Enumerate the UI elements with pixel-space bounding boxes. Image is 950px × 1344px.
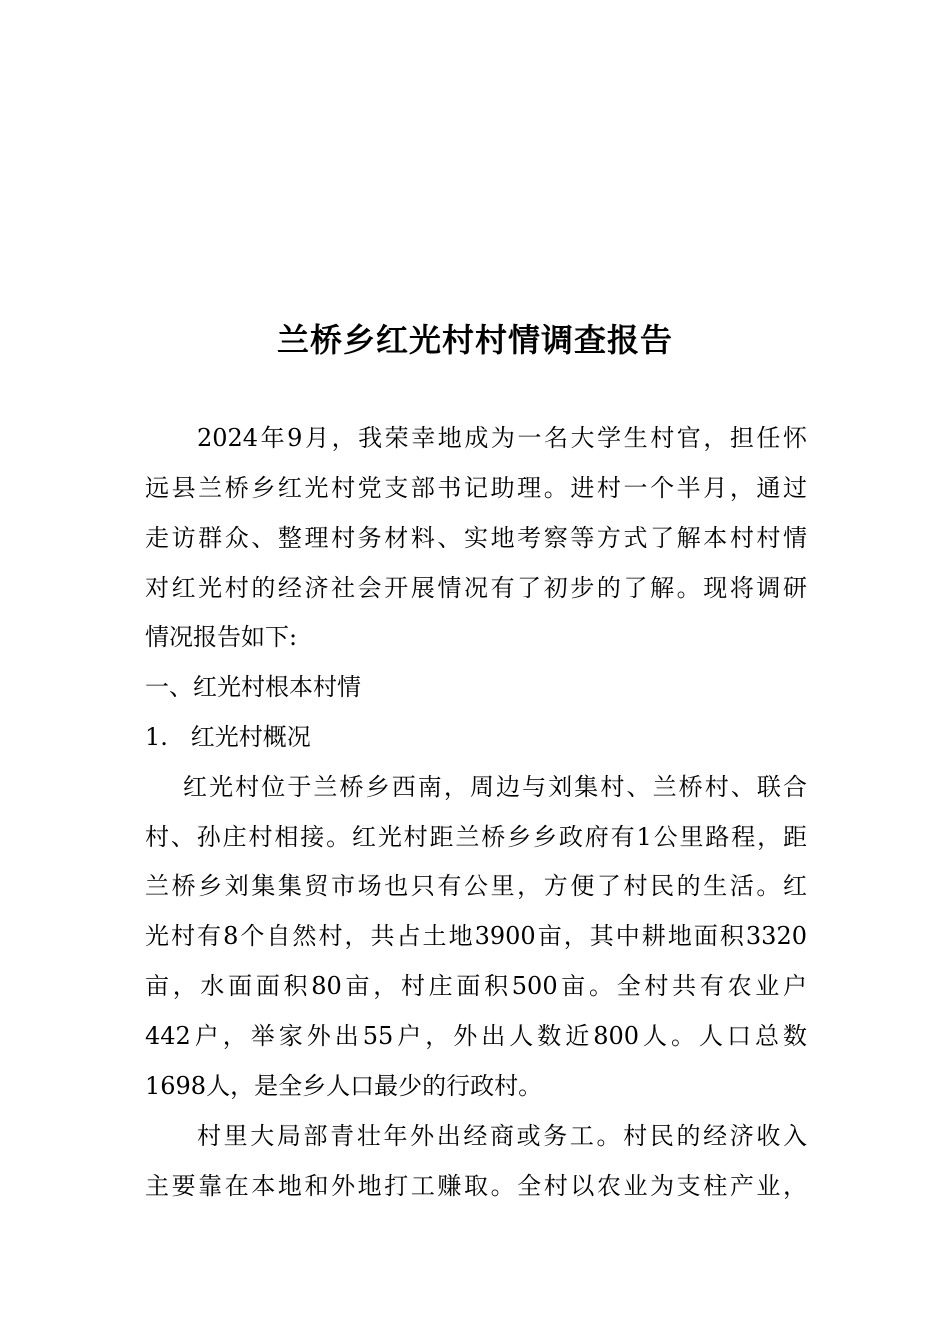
document-title: 兰桥乡红光村村情调查报告 — [276, 321, 673, 359]
paragraph-line: 村、孙庄村相接。红光村距兰桥乡乡政府有1公里路程，距 — [145, 823, 807, 851]
subsection-heading: 1. 红光村概况 — [145, 723, 311, 751]
paragraph-line: 442户，举家外出55户，外出人数近800人。人口总数 — [145, 1022, 807, 1050]
paragraph-line: 兰桥乡刘集集贸市场也只有公里，方便了村民的生活。红 — [145, 872, 807, 900]
paragraph-line: 红光村位于兰桥乡西南，周边与刘集村、兰桥村、联合 — [183, 773, 807, 801]
paragraph-line: 走访群众、整理村务材料、实地考察等方式了解本村村情 — [145, 524, 807, 552]
paragraph-line: 主要靠在本地和外地打工赚取。全村以农业为支柱产业， — [145, 1172, 807, 1200]
paragraph-line: 情况报告如下: — [145, 623, 298, 651]
paragraph-line: 亩，水面面积80亩，村庄面积500亩。全村共有农业户 — [145, 972, 807, 1000]
paragraph-line: 村里大局部青壮年外出经商或务工。村民的经济收入 — [197, 1122, 807, 1150]
paragraph-line: 1698人，是全乡人口最少的行政村。 — [145, 1072, 543, 1100]
paragraph-line: 2024年9月，我荣幸地成为一名大学生村官，担任怀 — [197, 424, 807, 452]
paragraph-line: 对红光村的经济社会开展情况有了初步的了解。现将调研 — [145, 574, 807, 602]
paragraph-line: 远县兰桥乡红光村党支部书记助理。进村一个半月，通过 — [145, 474, 807, 502]
paragraph-line: 光村有8个自然村，共占土地3900亩，其中耕地面积3320 — [145, 922, 807, 950]
section-heading: 一、红光村根本村情 — [145, 673, 361, 701]
